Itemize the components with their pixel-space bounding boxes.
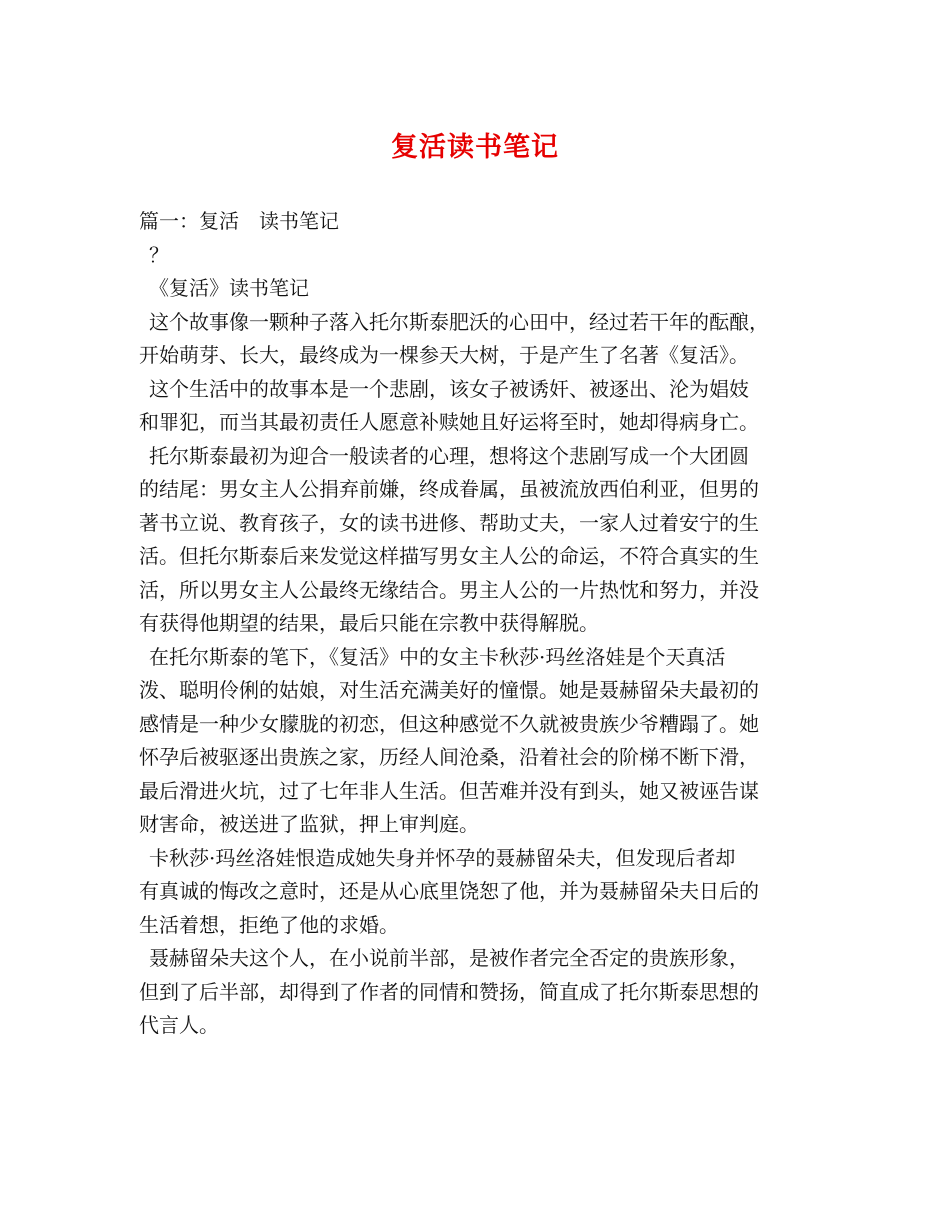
paragraph-line: 聂赫留朵夫这个人，在小说前半部，是被作者完全否定的贵族形象， — [149, 946, 749, 970]
paragraph-line: 有真诚的悔改之意时，还是从心底里饶恕了他，并为聂赫留朵夫日后的 — [139, 879, 759, 903]
paragraph-line: 有获得他期望的结果，最后只能在宗教中获得解脱。 — [139, 611, 599, 635]
paragraph-line: 著书立说、教育孩子，女的读书进修、帮助丈夫，一家人过着安宁的生 — [139, 510, 759, 535]
paragraph-line: 的结尾：男女主人公捐弃前嫌，终成眷属，虽被流放西伯利亚，但男的 — [139, 477, 759, 501]
paragraph-line: 开始萌芽、长大，最终成为一棵参天大树，于是产生了名著《复活》。 — [139, 343, 749, 367]
paragraph-line: 卡秋莎·玛丝洛娃恨造成她失身并怀孕的聂赫留朵夫，但发现后者却 — [149, 845, 736, 870]
section-heading: 篇一：复活 读书笔记 — [139, 209, 339, 233]
paragraph-line: 泼、聪明伶俐的姑娘，对生活充满美好的憧憬。她是聂赫留朵夫最初的 — [139, 678, 759, 702]
paragraph-line: 托尔斯泰最初为迎合一般读者的心理，想将这个悲剧写成一个大团圆 — [149, 443, 749, 468]
paragraph-line: 生活着想，拒绝了他的求婚。 — [139, 912, 399, 937]
paragraph-line: 财害命，被送进了监狱，押上审判庭。 — [139, 812, 479, 836]
paragraph-line: 活。但托尔斯泰后来发觉这样描写男女主人公的命运，不符合真实的生 — [139, 544, 759, 568]
paragraph-line: 和罪犯，而当其最初责任人愿意补赎她且好运将至时，她却得病身亡。 — [139, 410, 759, 434]
paragraph-line: 活，所以男女主人公最终无缘结合。男主人公的一片热忱和努力，并没 — [139, 577, 759, 602]
paragraph-line: 怀孕后被驱逐出贵族之家，历经人间沧桑，沿着社会的阶梯不断下滑， — [139, 745, 759, 769]
subtitle-line: 《复活》读书笔记 — [149, 276, 309, 300]
paragraph-line: 这个生活中的故事本是一个悲剧，该女子被诱奸、被逐出、沦为娼妓 — [149, 376, 749, 401]
paragraph-line: 在托尔斯泰的笔下，《复活》中的女主卡秋莎·玛丝洛娃是个天真活 — [149, 644, 726, 669]
text-line: ？ — [149, 242, 169, 267]
paragraph-line: 这个故事像一颗种子落入托尔斯泰肥沃的心田中，经过若干年的酝酿， — [149, 309, 769, 334]
paragraph-line: 感情是一种少女朦胧的初恋，但这种感觉不久就被贵族少爷糟蹋了。她 — [139, 711, 759, 736]
paragraph-line: 但到了后半部，却得到了作者的同情和赞扬，简直成了托尔斯泰思想的 — [139, 979, 759, 1004]
paragraph-line: 最后滑进火坑，过了七年非人生活。但苦难并没有到头，她又被诬告谋 — [139, 778, 759, 803]
document-title: 复活读书笔记 — [391, 132, 559, 163]
document-body — [139, 205, 819, 1043]
paragraph-line: 代言人。 — [139, 1013, 219, 1037]
